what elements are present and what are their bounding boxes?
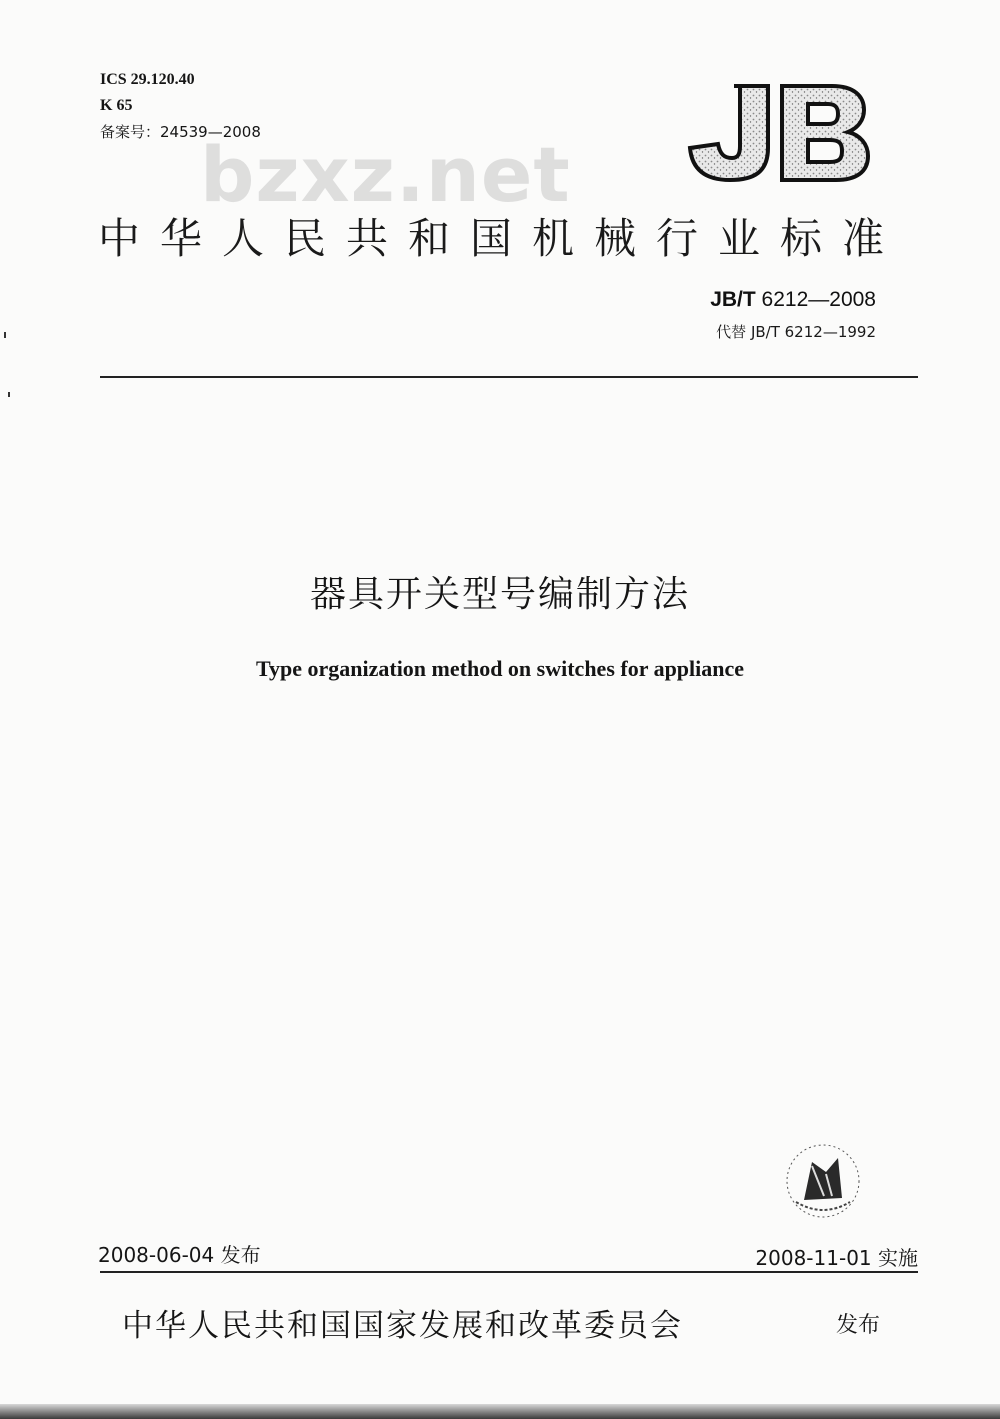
standard-number — [710, 288, 876, 312]
footer-divider — [100, 1271, 918, 1273]
standard-number-value: 6212—2008 — [755, 288, 876, 311]
publisher-name: 中华人民共和国国家发展和改革委员会 — [122, 1308, 683, 1344]
jb-logo-letter-j — [690, 86, 768, 180]
scan-speck — [4, 332, 6, 338]
publisher-seal — [782, 1140, 864, 1222]
jb-logo-letter-b — [782, 86, 868, 180]
scan-speck — [8, 392, 10, 397]
replaces-standard: 代替 JB/T 6212—1992 — [716, 323, 876, 341]
scan-edge — [0, 1404, 1000, 1419]
watermark: bzxz.net — [200, 130, 571, 219]
ics-code: ICS 29.120.40 — [100, 71, 195, 88]
document-title-chinese: 器具开关型号编制方法 — [309, 574, 690, 615]
standard-prefix: JB/T — [710, 288, 756, 311]
jb-logo — [686, 82, 870, 184]
organization-title: 中华人民共和国机械行业标准 — [98, 214, 905, 263]
effective-date: 2008-11-01 实施 — [755, 1246, 918, 1270]
category-code: K 65 — [100, 97, 133, 114]
document-title-english: Type organization method on switches for appliance — [255, 656, 745, 681]
issue-date: 2008-06-04 发布 — [98, 1243, 261, 1267]
publisher-suffix: 发布 — [836, 1313, 881, 1338]
header-divider — [100, 376, 918, 378]
filing-number: 备案号：24539—2008 — [100, 123, 261, 141]
